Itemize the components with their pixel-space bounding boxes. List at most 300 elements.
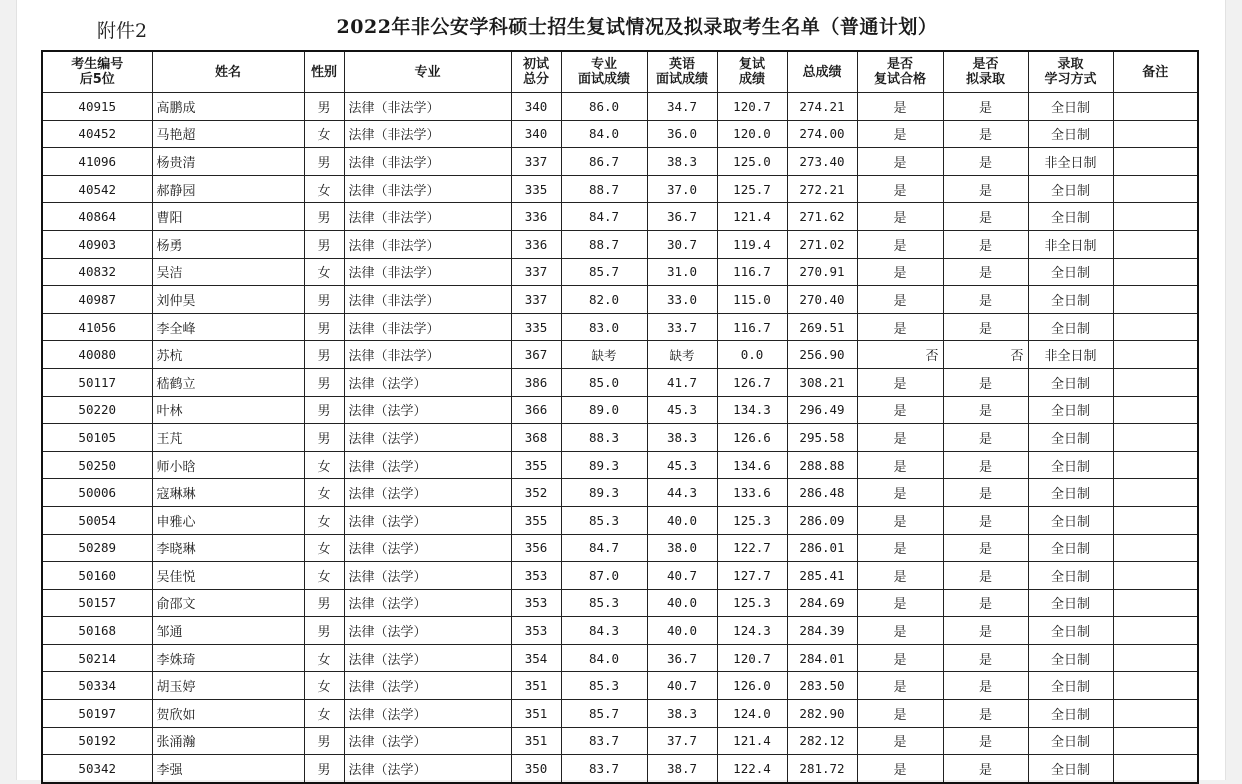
cell-study-mode: 全日制 — [1028, 562, 1113, 590]
cell-remarks — [1113, 506, 1198, 534]
cell-id: 50334 — [42, 672, 152, 700]
cell-remarks — [1113, 396, 1198, 424]
cell-retest: 122.7 — [717, 534, 787, 562]
cell-id: 50157 — [42, 589, 152, 617]
header-text: 复试 — [738, 57, 765, 72]
cell-study-mode: 全日制 — [1028, 175, 1113, 203]
cell-retest: 126.0 — [717, 672, 787, 700]
cell-retest-pass: 是 — [857, 562, 943, 590]
cell-initial: 354 — [511, 644, 561, 672]
header-col-remarks — [1113, 51, 1198, 93]
cell-major-interview: 84.0 — [561, 644, 647, 672]
cell-major: 法律（非法学） — [344, 203, 511, 231]
cell-remarks — [1113, 286, 1198, 314]
header-text: 性别 — [310, 64, 337, 80]
cell-retest: 115.0 — [717, 286, 787, 314]
cell-total: 270.91 — [787, 258, 857, 286]
cell-gender: 男 — [304, 368, 344, 396]
cell-remarks — [1113, 313, 1198, 341]
table-row — [42, 286, 1198, 314]
cell-id: 50160 — [42, 562, 152, 590]
cell-remarks — [1113, 424, 1198, 452]
cell-english-interview: 40.7 — [647, 562, 717, 590]
cell-initial: 352 — [511, 479, 561, 507]
cell-english-interview: 缺考 — [647, 341, 717, 369]
cell-major-interview: 89.3 — [561, 451, 647, 479]
cell-gender: 女 — [304, 451, 344, 479]
cell-retest-pass: 是 — [857, 479, 943, 507]
cell-major-interview: 85.7 — [561, 258, 647, 286]
table-row — [42, 700, 1198, 728]
cell-retest-pass: 是 — [857, 120, 943, 148]
cell-id: 40832 — [42, 258, 152, 286]
cell-study-mode: 全日制 — [1028, 203, 1113, 231]
cell-total: 286.01 — [787, 534, 857, 562]
cell-study-mode: 全日制 — [1028, 451, 1113, 479]
cell-id: 50117 — [42, 368, 152, 396]
cell-admit: 是 — [943, 479, 1028, 507]
cell-study-mode: 全日制 — [1028, 506, 1113, 534]
cell-id: 40080 — [42, 341, 152, 369]
cell-major: 法律（非法学） — [344, 230, 511, 258]
cell-admit: 是 — [943, 617, 1028, 645]
cell-initial: 368 — [511, 424, 561, 452]
cell-name: 李强 — [152, 755, 304, 783]
cell-id: 40903 — [42, 230, 152, 258]
cell-retest: 121.4 — [717, 203, 787, 231]
cell-major-interview: 83.7 — [561, 727, 647, 755]
cell-gender: 男 — [304, 727, 344, 755]
header-col-retest-pass — [857, 51, 943, 93]
cell-initial: 335 — [511, 175, 561, 203]
header-col-admit — [943, 51, 1028, 93]
table-row — [42, 175, 1198, 203]
cell-id: 40452 — [42, 120, 152, 148]
header-col-major-interview — [561, 51, 647, 93]
cell-study-mode: 全日制 — [1028, 644, 1113, 672]
table-row — [42, 368, 1198, 396]
cell-major: 法律（非法学） — [344, 258, 511, 286]
cell-retest: 120.7 — [717, 644, 787, 672]
cell-major-interview: 85.7 — [561, 700, 647, 728]
cell-gender: 男 — [304, 230, 344, 258]
cell-remarks — [1113, 700, 1198, 728]
cell-study-mode: 全日制 — [1028, 120, 1113, 148]
header-text: 初试 — [522, 57, 549, 72]
cell-english-interview: 37.0 — [647, 175, 717, 203]
cell-retest: 124.0 — [717, 700, 787, 728]
cell-major-interview: 84.3 — [561, 617, 647, 645]
cell-english-interview: 34.7 — [647, 93, 717, 121]
cell-total: 270.40 — [787, 286, 857, 314]
cell-retest-pass: 是 — [857, 396, 943, 424]
cell-major: 法律（非法学） — [344, 341, 511, 369]
header-col-major — [344, 51, 511, 93]
cell-gender: 女 — [304, 258, 344, 286]
cell-gender: 女 — [304, 120, 344, 148]
cell-id: 50214 — [42, 644, 152, 672]
cell-id: 50192 — [42, 727, 152, 755]
cell-name: 郝静园 — [152, 175, 304, 203]
cell-id: 40915 — [42, 93, 152, 121]
cell-id: 50220 — [42, 396, 152, 424]
cell-study-mode: 全日制 — [1028, 479, 1113, 507]
cell-name: 俞邵文 — [152, 589, 304, 617]
cell-retest: 134.6 — [717, 451, 787, 479]
cell-initial: 337 — [511, 258, 561, 286]
cell-remarks — [1113, 93, 1198, 121]
cell-english-interview: 36.7 — [647, 644, 717, 672]
cell-name: 申雅心 — [152, 506, 304, 534]
cell-admit: 是 — [943, 286, 1028, 314]
cell-name: 曹阳 — [152, 203, 304, 231]
cell-remarks — [1113, 534, 1198, 562]
document-page — [16, 0, 1226, 780]
header-text: 考生编号 — [71, 57, 124, 72]
table-row — [42, 396, 1198, 424]
cell-study-mode: 全日制 — [1028, 672, 1113, 700]
cell-retest-pass: 是 — [857, 644, 943, 672]
page-title: 2022年非公安学科硕士招生复试情况及拟录取考生名单（普通计划） — [336, 16, 938, 38]
cell-initial: 350 — [511, 755, 561, 783]
cell-major: 法律（非法学） — [344, 286, 511, 314]
cell-major-interview: 85.0 — [561, 368, 647, 396]
cell-major-interview: 83.7 — [561, 755, 647, 783]
cell-admit: 是 — [943, 534, 1028, 562]
cell-major-interview: 88.3 — [561, 424, 647, 452]
cell-gender: 男 — [304, 396, 344, 424]
cell-major-interview: 89.0 — [561, 396, 647, 424]
admission-table — [41, 50, 1199, 784]
cell-initial: 353 — [511, 562, 561, 590]
cell-gender: 女 — [304, 479, 344, 507]
cell-total: 286.48 — [787, 479, 857, 507]
cell-retest-pass: 是 — [857, 617, 943, 645]
table-row — [42, 617, 1198, 645]
cell-english-interview: 38.3 — [647, 700, 717, 728]
header-col-gender — [304, 51, 344, 93]
cell-name: 吴洁 — [152, 258, 304, 286]
cell-major: 法律（非法学） — [344, 148, 511, 176]
cell-initial: 353 — [511, 617, 561, 645]
table-row — [42, 755, 1198, 783]
cell-name: 高鹏成 — [152, 93, 304, 121]
cell-major: 法律（非法学） — [344, 175, 511, 203]
cell-admit: 是 — [943, 120, 1028, 148]
table-row — [42, 589, 1198, 617]
cell-english-interview: 40.0 — [647, 506, 717, 534]
table-row — [42, 120, 1198, 148]
cell-major-interview: 88.7 — [561, 230, 647, 258]
cell-english-interview: 38.7 — [647, 755, 717, 783]
cell-major-interview: 85.3 — [561, 589, 647, 617]
cell-id: 40864 — [42, 203, 152, 231]
cell-retest-pass: 是 — [857, 175, 943, 203]
cell-initial: 386 — [511, 368, 561, 396]
cell-english-interview: 30.7 — [647, 230, 717, 258]
cell-study-mode: 全日制 — [1028, 700, 1113, 728]
header-text: 学习方式 — [1044, 72, 1097, 87]
cell-major-interview: 85.3 — [561, 672, 647, 700]
cell-retest-pass: 是 — [857, 286, 943, 314]
table-row — [42, 258, 1198, 286]
cell-remarks — [1113, 589, 1198, 617]
cell-retest: 125.3 — [717, 506, 787, 534]
cell-major-interview: 89.3 — [561, 479, 647, 507]
cell-retest: 124.3 — [717, 617, 787, 645]
cell-initial: 355 — [511, 451, 561, 479]
cell-admit: 是 — [943, 700, 1028, 728]
cell-retest-pass: 是 — [857, 451, 943, 479]
header-text: 备注 — [1142, 64, 1169, 80]
cell-initial: 340 — [511, 120, 561, 148]
cell-study-mode: 非全日制 — [1028, 230, 1113, 258]
table-row — [42, 506, 1198, 534]
cell-retest-pass: 是 — [857, 589, 943, 617]
cell-study-mode: 全日制 — [1028, 396, 1113, 424]
cell-name: 叶林 — [152, 396, 304, 424]
cell-remarks — [1113, 451, 1198, 479]
cell-retest-pass: 是 — [857, 672, 943, 700]
cell-initial: 356 — [511, 534, 561, 562]
cell-total: 284.69 — [787, 589, 857, 617]
cell-total: 295.58 — [787, 424, 857, 452]
cell-admit: 是 — [943, 506, 1028, 534]
table-row — [42, 230, 1198, 258]
cell-initial: 351 — [511, 672, 561, 700]
cell-id: 50342 — [42, 755, 152, 783]
cell-admit: 是 — [943, 148, 1028, 176]
cell-english-interview: 38.3 — [647, 148, 717, 176]
cell-id: 50168 — [42, 617, 152, 645]
table-row — [42, 148, 1198, 176]
cell-english-interview: 37.7 — [647, 727, 717, 755]
cell-initial: 351 — [511, 727, 561, 755]
cell-name: 李晓琳 — [152, 534, 304, 562]
cell-major: 法律（法学） — [344, 700, 511, 728]
cell-gender: 男 — [304, 286, 344, 314]
cell-name: 杨贵清 — [152, 148, 304, 176]
cell-total: 274.21 — [787, 93, 857, 121]
cell-retest-pass: 是 — [857, 258, 943, 286]
cell-gender: 女 — [304, 644, 344, 672]
cell-english-interview: 40.0 — [647, 617, 717, 645]
cell-retest: 133.6 — [717, 479, 787, 507]
table-row — [42, 341, 1198, 369]
cell-id: 50197 — [42, 700, 152, 728]
cell-initial: 355 — [511, 506, 561, 534]
cell-retest: 125.3 — [717, 589, 787, 617]
cell-study-mode: 全日制 — [1028, 368, 1113, 396]
cell-remarks — [1113, 368, 1198, 396]
cell-major: 法律（法学） — [344, 479, 511, 507]
cell-id: 41096 — [42, 148, 152, 176]
cell-initial: 353 — [511, 589, 561, 617]
cell-initial: 335 — [511, 313, 561, 341]
cell-retest-pass: 是 — [857, 368, 943, 396]
cell-id: 50054 — [42, 506, 152, 534]
cell-retest-pass: 是 — [857, 424, 943, 452]
header-text: 面试成绩 — [577, 72, 630, 87]
header-col-id — [42, 51, 152, 93]
cell-retest-pass: 是 — [857, 755, 943, 783]
cell-total: 282.12 — [787, 727, 857, 755]
table-row — [42, 644, 1198, 672]
cell-retest-pass: 是 — [857, 727, 943, 755]
cell-name: 苏杭 — [152, 341, 304, 369]
cell-english-interview: 45.3 — [647, 451, 717, 479]
cell-total: 281.72 — [787, 755, 857, 783]
header-col-study-mode — [1028, 51, 1113, 93]
cell-retest-pass: 是 — [857, 93, 943, 121]
table-row — [42, 203, 1198, 231]
cell-major-interview: 87.0 — [561, 562, 647, 590]
cell-study-mode: 全日制 — [1028, 727, 1113, 755]
cell-admit: 是 — [943, 175, 1028, 203]
cell-initial: 337 — [511, 148, 561, 176]
cell-id: 40542 — [42, 175, 152, 203]
table-row — [42, 727, 1198, 755]
cell-major-interview: 83.0 — [561, 313, 647, 341]
cell-retest: 126.7 — [717, 368, 787, 396]
cell-remarks — [1113, 258, 1198, 286]
cell-retest-pass: 否 — [857, 341, 943, 369]
cell-id: 40987 — [42, 286, 152, 314]
table-header — [42, 51, 1198, 93]
cell-remarks — [1113, 617, 1198, 645]
cell-remarks — [1113, 672, 1198, 700]
header-col-name — [152, 51, 304, 93]
cell-name: 嵇鹤立 — [152, 368, 304, 396]
cell-retest-pass: 是 — [857, 230, 943, 258]
header-text: 总成绩 — [802, 64, 842, 80]
cell-gender: 男 — [304, 589, 344, 617]
cell-english-interview: 36.0 — [647, 120, 717, 148]
table-row — [42, 451, 1198, 479]
cell-remarks — [1113, 755, 1198, 783]
cell-total: 285.41 — [787, 562, 857, 590]
cell-english-interview: 41.7 — [647, 368, 717, 396]
cell-remarks — [1113, 203, 1198, 231]
cell-retest: 116.7 — [717, 313, 787, 341]
cell-retest-pass: 是 — [857, 313, 943, 341]
header-col-retest — [717, 51, 787, 93]
cell-initial: 351 — [511, 700, 561, 728]
table-row — [42, 534, 1198, 562]
cell-initial: 340 — [511, 93, 561, 121]
cell-english-interview: 40.0 — [647, 589, 717, 617]
cell-retest: 116.7 — [717, 258, 787, 286]
cell-retest-pass: 是 — [857, 700, 943, 728]
cell-study-mode: 全日制 — [1028, 617, 1113, 645]
table-row — [42, 313, 1198, 341]
cell-major: 法律（法学） — [344, 755, 511, 783]
cell-name: 贺欣如 — [152, 700, 304, 728]
cell-study-mode: 全日制 — [1028, 258, 1113, 286]
cell-remarks — [1113, 230, 1198, 258]
table-row — [42, 424, 1198, 452]
table-row — [42, 562, 1198, 590]
cell-total: 308.21 — [787, 368, 857, 396]
header-text: 后5位 — [79, 72, 115, 87]
cell-total: 282.90 — [787, 700, 857, 728]
cell-admit: 是 — [943, 727, 1028, 755]
cell-study-mode: 全日制 — [1028, 755, 1113, 783]
header-text: 专业 — [414, 64, 441, 80]
cell-id: 50105 — [42, 424, 152, 452]
cell-major-interview: 86.7 — [561, 148, 647, 176]
cell-retest: 121.4 — [717, 727, 787, 755]
header-text: 拟录取 — [965, 72, 1005, 87]
cell-total: 286.09 — [787, 506, 857, 534]
cell-total: 288.88 — [787, 451, 857, 479]
cell-admit: 是 — [943, 562, 1028, 590]
cell-major: 法律（法学） — [344, 396, 511, 424]
cell-major: 法律（法学） — [344, 506, 511, 534]
cell-name: 吴佳悦 — [152, 562, 304, 590]
cell-name: 杨勇 — [152, 230, 304, 258]
cell-name: 李姝琦 — [152, 644, 304, 672]
cell-name: 邹通 — [152, 617, 304, 645]
cell-name: 马艳超 — [152, 120, 304, 148]
cell-study-mode: 全日制 — [1028, 589, 1113, 617]
cell-admit: 是 — [943, 589, 1028, 617]
cell-retest-pass: 是 — [857, 148, 943, 176]
cell-retest-pass: 是 — [857, 534, 943, 562]
cell-retest: 120.7 — [717, 93, 787, 121]
cell-major: 法律（法学） — [344, 368, 511, 396]
cell-initial: 367 — [511, 341, 561, 369]
cell-remarks — [1113, 727, 1198, 755]
cell-major: 法律（非法学） — [344, 120, 511, 148]
header-col-total — [787, 51, 857, 93]
cell-retest-pass: 是 — [857, 203, 943, 231]
cell-remarks — [1113, 644, 1198, 672]
cell-total: 283.50 — [787, 672, 857, 700]
cell-admit: 是 — [943, 755, 1028, 783]
cell-major-interview: 84.7 — [561, 534, 647, 562]
header-col-english-interview — [647, 51, 717, 93]
cell-major-interview: 84.7 — [561, 203, 647, 231]
cell-study-mode: 全日制 — [1028, 534, 1113, 562]
cell-admit: 是 — [943, 313, 1028, 341]
cell-major-interview: 82.0 — [561, 286, 647, 314]
cell-remarks — [1113, 148, 1198, 176]
cell-major: 法律（法学） — [344, 644, 511, 672]
cell-major-interview: 86.0 — [561, 93, 647, 121]
cell-gender: 男 — [304, 148, 344, 176]
cell-study-mode: 全日制 — [1028, 313, 1113, 341]
cell-major: 法律（法学） — [344, 727, 511, 755]
cell-gender: 男 — [304, 755, 344, 783]
cell-admit: 是 — [943, 230, 1028, 258]
cell-retest: 125.7 — [717, 175, 787, 203]
cell-english-interview: 31.0 — [647, 258, 717, 286]
cell-total: 271.62 — [787, 203, 857, 231]
cell-english-interview: 38.3 — [647, 424, 717, 452]
cell-gender: 女 — [304, 672, 344, 700]
header-text: 面试成绩 — [655, 72, 708, 87]
cell-total: 272.21 — [787, 175, 857, 203]
cell-major: 法律（法学） — [344, 424, 511, 452]
cell-gender: 男 — [304, 203, 344, 231]
cell-english-interview: 33.0 — [647, 286, 717, 314]
cell-id: 41056 — [42, 313, 152, 341]
cell-name: 胡玉婷 — [152, 672, 304, 700]
table-row — [42, 93, 1198, 121]
cell-gender: 男 — [304, 424, 344, 452]
table-body — [42, 93, 1198, 783]
